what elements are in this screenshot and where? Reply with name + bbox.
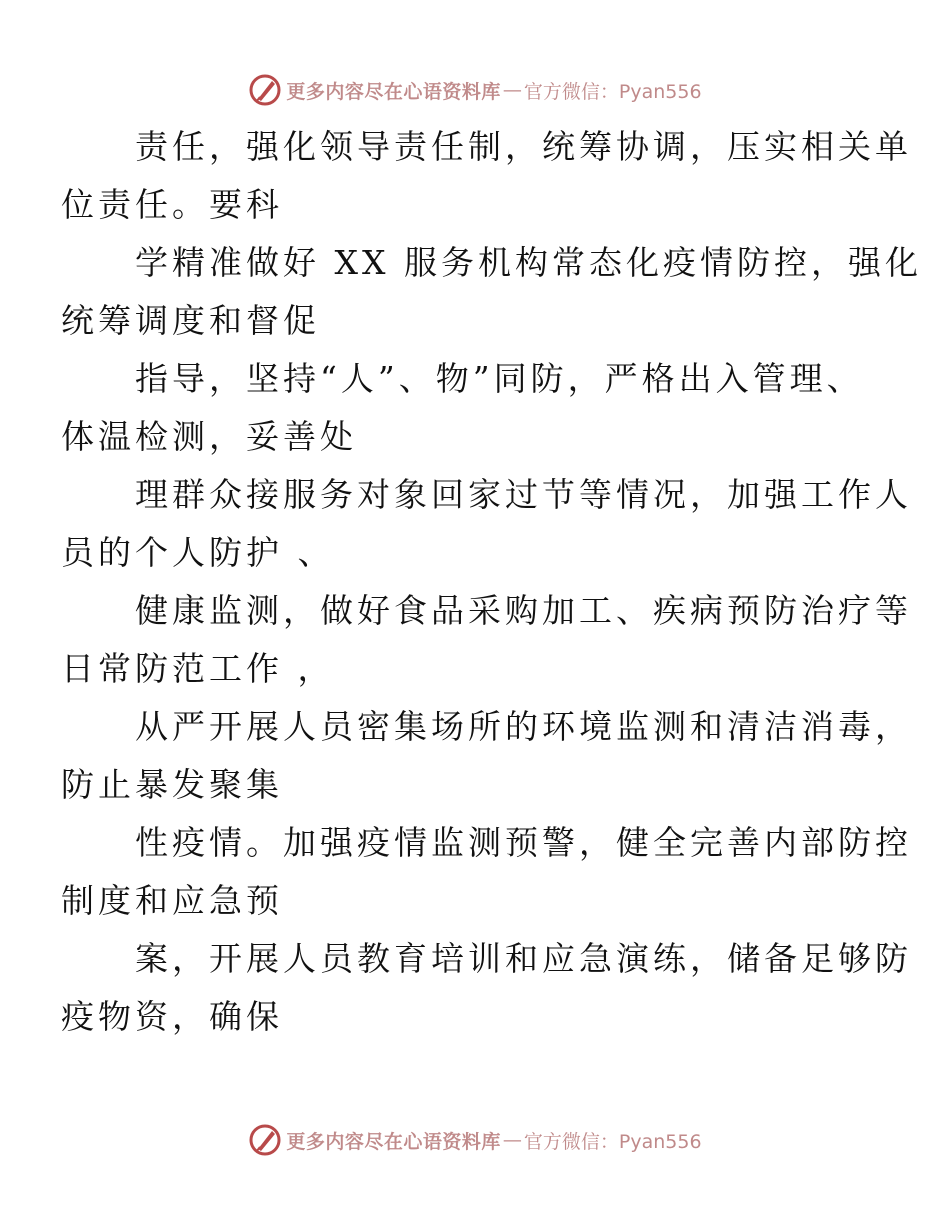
line-first: 指导，坚持“人”、物”同防，严格出入管理、 [135, 359, 864, 398]
line-second: 疫物资，确保 [61, 997, 283, 1036]
header-banner-main: 更多内容尽在心语资料库 [286, 80, 501, 103]
line-second: 位责任。要科 [61, 185, 283, 224]
line-first: 学精准做好 XX 服务机构常态化疫情防控，强化 [135, 243, 922, 282]
header-banner [0, 70, 950, 110]
quill-pen-logo-icon [248, 1123, 282, 1157]
line-first: 理群众接服务对象回家过节等情况，加强工作人 [135, 475, 912, 514]
footer-banner [0, 1120, 950, 1160]
quill-pen-logo-icon [248, 73, 282, 107]
line-first: 健康监测，做好食品采购加工、疾病预防治疗等 [135, 591, 912, 630]
line-second: 日常防范工作 ， [61, 649, 335, 688]
line-first: 从严开展人员密集场所的环境监测和清洁消毒， [135, 707, 912, 746]
line-second: 防止暴发聚集 [61, 765, 283, 804]
line-first: 案，开展人员教育培训和应急演练，储备足够防 [135, 939, 912, 978]
line-second: 制度和应急预 [61, 881, 283, 920]
line-second: 体温检测，妥善处 [61, 417, 357, 456]
paragraph [61, 234, 922, 350]
paragraph [61, 930, 912, 1046]
document-body [61, 118, 922, 1046]
line-first: 责任，强化领导责任制，统筹协调，压实相关单 [135, 127, 912, 166]
paragraph [61, 698, 912, 814]
header-banner-dash: — [502, 79, 522, 101]
paragraph [61, 118, 912, 234]
footer-banner-dash: — [502, 1129, 522, 1151]
paragraph [61, 582, 912, 698]
paragraph [61, 466, 912, 582]
line-second: 统筹调度和督促 [61, 301, 320, 340]
paragraph [61, 350, 864, 466]
line-second: 员的个人防护 、 [61, 533, 335, 572]
footer-banner-main: 更多内容尽在心语资料库 [286, 1130, 501, 1153]
paragraph [61, 814, 912, 930]
header-banner-sub: 官方微信：Pyan556 [523, 80, 702, 103]
footer-banner-sub: 官方微信：Pyan556 [523, 1130, 702, 1153]
line-first: 性疫情。加强疫情监测预警，健全完善内部防控 [135, 823, 912, 862]
